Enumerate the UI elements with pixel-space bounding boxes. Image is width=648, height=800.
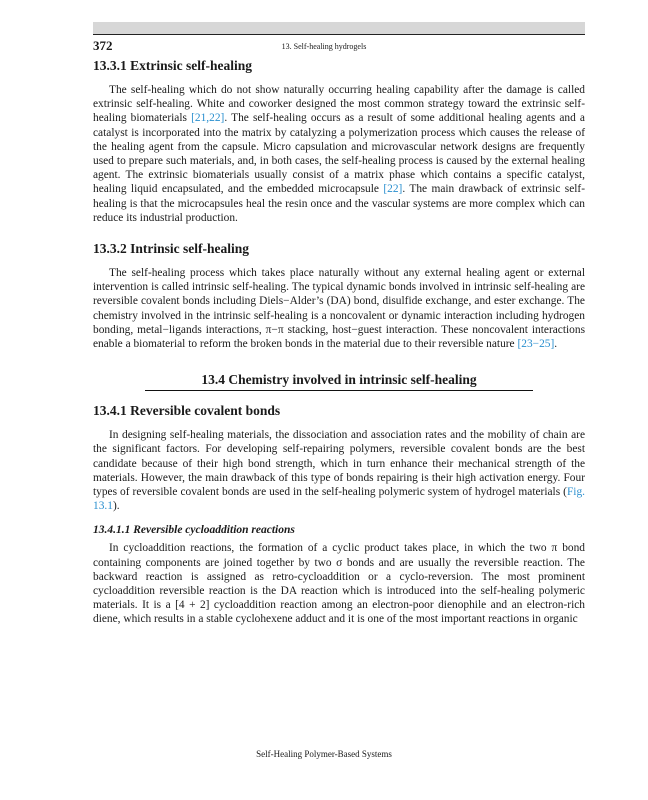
section-heading-chemistry <box>93 371 585 391</box>
text-run: The self-healing process which takes place naturally without any external healing agent or external intervention is called intrinsic self-healing. The typical dynamic bonds involved in intrinsic self-healing are reversible covalent bonds including Diels−Alder’s (DA) bond, disulfide exchange, and ester exchange. The chemistry involved in the intrinsic self-healing is a noncovalent or dynamic interaction including hydrogen bonding, metal−ligands interactions, π−π stacking, host−guest interaction. These noncovalent interactions enable a biomaterial to reform the broken bonds in the material due to their reversible nature <box>93 267 585 351</box>
text-run: . The self-healing occurs as a result of some additional healing agents and a catalyst is incorporated into the matrix by catalyzing a polymerization process which causes the release of the healing agent from the capsule. Micro capsulation and microvascular network designs are frequently used to prepare such materials, and, in both cases, the self-healing process is caused by the external healing agent. The extrinsic biomaterials usually consist of a matrix phase which contains a specific catalyst, healing liquid encapsulated, and the embedded microcapsule <box>93 112 585 196</box>
text-run: The self-healing which do not show naturally occurring healing capability after the damage is called extrinsic self-healing. White and coworker designed the most common strategy toward the extrinsic self-healing biomaterials <box>93 84 585 125</box>
heading-reversible-covalent-bonds: 13.4.1 Reversible covalent bonds <box>93 403 281 419</box>
header-rule <box>93 34 585 35</box>
text-run: ). <box>112 500 120 513</box>
heading-reversible-cycloaddition: 13.4.1.1 Reversible cycloaddition reactions <box>93 524 295 537</box>
paragraph-extrinsic-self-healing <box>93 83 585 225</box>
header-bar <box>93 22 585 34</box>
text-run: In designing self-healing materials, the dissociation and association rates and the mobility of chain are the significant factors. For developing self-repairing polymers, reversible covalent bonds are the best candidate because of their high bond strength, which in turn enhance their mechanical strength of the materials. However, the main drawback of this type of bonds repairing is their high activation energy. Four types of reversible covalent bonds are used in the self-healing polymeric system of hydrogel materials ( <box>93 429 585 499</box>
paragraph-reversible-covalent-bonds <box>93 428 585 513</box>
page-content <box>93 58 585 627</box>
paragraph-reversible-cycloaddition: In cycloaddition reactions, the formation of a cyclic product takes place, in which the two π bond containing components are joined together by two σ bonds and are usually the reversible reaction. The backward reaction is assigned as retro-cycloaddition or a cyclo-reversion. The most prominent cycloaddition reversible reaction is the DA reaction which is introduced into the self-healing polymeric materials. It is a [4 + 2] cycloaddition reaction among an electron-poor dienophile and an electron-rich diene, which results in a stable cyclohexene adduct and it is one of the most important reactions in organic <box>93 542 585 626</box>
citation-link[interactable]: [22] <box>383 183 403 196</box>
running-head: 13. Self-healing hydrogels <box>281 42 367 51</box>
paragraph-intrinsic-self-healing <box>93 266 585 351</box>
text-run: . <box>554 338 558 351</box>
citation-link[interactable]: [23−25] <box>517 338 555 351</box>
heading-extrinsic-self-healing: 13.3.1 Extrinsic self-healing <box>93 58 252 73</box>
citation-link[interactable]: [21,22] <box>191 112 225 125</box>
heading-intrinsic-self-healing: 13.3.2 Intrinsic self-healing <box>93 241 250 257</box>
figure-link[interactable]: Fig. 13.1 <box>93 486 585 513</box>
footer-book-title: Self-Healing Polymer-Based Systems <box>256 749 392 759</box>
text-run: . The main drawback of extrinsic self-healing is that the microcapsules heal the resin once and the vascular systems are more complex which can reduce its industrial production. <box>93 183 585 224</box>
section-title: 13.4 Chemistry involved in intrinsic self-healing <box>145 372 532 391</box>
page-number: 372 <box>93 38 113 53</box>
